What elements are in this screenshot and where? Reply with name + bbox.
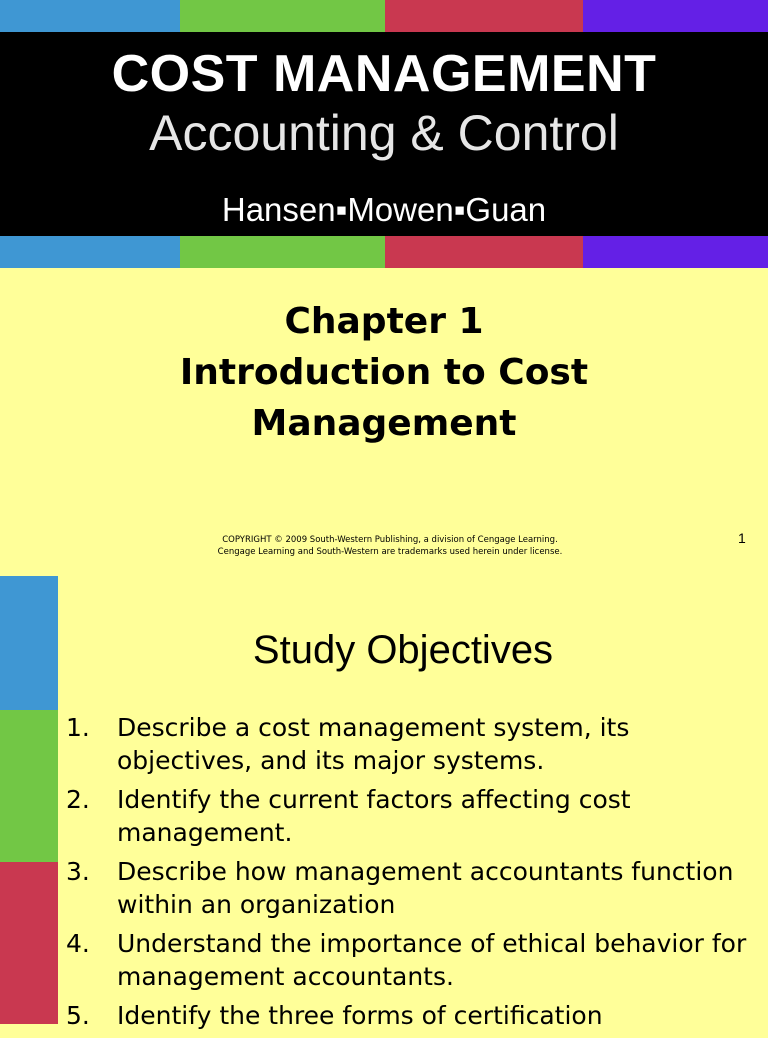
bar-blue bbox=[0, 576, 58, 710]
objective-text: Identify the current factors affecting cost management. bbox=[117, 785, 631, 847]
objective-number: 2. bbox=[66, 785, 90, 814]
chapter-number: Chapter 1 bbox=[284, 301, 484, 342]
objective-text: Describe a cost management system, its objectives, and its major systems. bbox=[117, 713, 630, 775]
objective-item bbox=[66, 999, 756, 1032]
stripe-purple bbox=[583, 0, 768, 32]
stripe-green bbox=[180, 236, 385, 268]
chapter-title bbox=[0, 296, 768, 449]
title-banner bbox=[0, 32, 768, 236]
objectives-heading: Study Objectives bbox=[252, 628, 554, 672]
book-authors: Hansen▪Mowen▪Guan bbox=[221, 191, 547, 228]
objective-item bbox=[66, 927, 756, 993]
objective-item bbox=[66, 783, 756, 849]
book-subtitle: Accounting & Control bbox=[149, 105, 619, 161]
top-color-stripe bbox=[0, 0, 768, 32]
stripe-green bbox=[180, 0, 385, 32]
copyright-notice bbox=[0, 534, 768, 558]
chapter-name-line1: Introduction to Cost bbox=[179, 352, 589, 393]
title-slide bbox=[0, 268, 768, 576]
objective-item bbox=[66, 855, 756, 921]
book-title: COST MANAGEMENT bbox=[111, 45, 657, 103]
stripe-purple bbox=[583, 236, 768, 268]
bar-green bbox=[0, 710, 58, 862]
objective-item bbox=[66, 711, 756, 777]
stripe-blue bbox=[0, 236, 180, 268]
bottom-color-stripe bbox=[0, 236, 768, 268]
stripe-red bbox=[385, 236, 583, 268]
stripe-red bbox=[385, 0, 583, 32]
objective-number: 4. bbox=[66, 929, 90, 958]
objective-text: Understand the importance of ethical behavior for management accountants. bbox=[117, 929, 747, 991]
objective-number: 3. bbox=[66, 857, 90, 886]
objectives-list bbox=[66, 711, 756, 1038]
objective-number: 1. bbox=[66, 713, 90, 742]
slide-number: 1 bbox=[738, 530, 746, 546]
objective-text: Identify the three forms of certification bbox=[117, 1001, 603, 1030]
left-color-bar bbox=[0, 576, 58, 1024]
bar-red bbox=[0, 862, 58, 1024]
chapter-name-line2: Management bbox=[251, 403, 517, 444]
objective-text: Describe how management accountants function within an organization bbox=[117, 857, 734, 919]
copyright-line: COPYRIGHT © 2009 South-Western Publishing, a division of Cengage Learning. bbox=[222, 535, 558, 545]
objective-number: 5. bbox=[66, 1001, 90, 1030]
trademark-line: Cengage Learning and South-Western are trademarks used herein under license. bbox=[217, 547, 563, 557]
stripe-blue bbox=[0, 0, 180, 32]
